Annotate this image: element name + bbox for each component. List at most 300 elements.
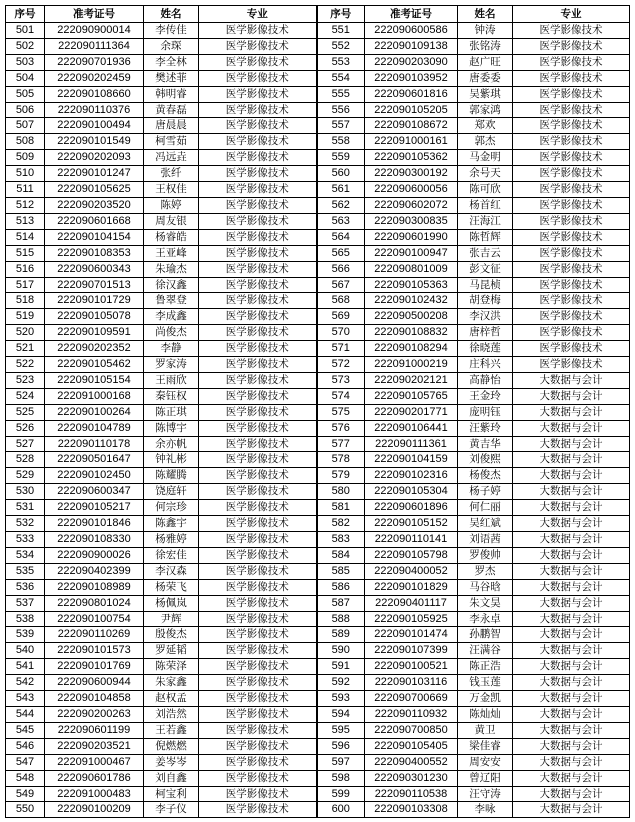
seq-cell: 572 <box>317 357 365 373</box>
seq-cell: 555 <box>317 86 365 102</box>
exam-id-cell: 222090201771 <box>365 404 458 420</box>
name-cell: 余琛 <box>144 38 199 54</box>
major-cell: 大数据与会计 <box>513 532 630 548</box>
major-cell: 医学影像技术 <box>199 738 317 754</box>
seq-cell: 571 <box>317 341 365 357</box>
exam-id-cell: 222090200263 <box>45 706 144 722</box>
seq-cell: 545 <box>6 722 45 738</box>
exam-id-cell: 222090108832 <box>365 325 458 341</box>
major-cell: 医学影像技术 <box>199 468 317 484</box>
major-cell: 大数据与会计 <box>513 659 630 675</box>
name-cell: 倪燃燃 <box>144 738 199 754</box>
major-cell: 医学影像技术 <box>199 579 317 595</box>
seq-cell: 538 <box>6 611 45 627</box>
header-row <box>6 6 630 23</box>
table-row <box>6 213 630 229</box>
major-cell: 医学影像技术 <box>199 277 317 293</box>
major-cell: 大数据与会计 <box>513 706 630 722</box>
table-row <box>6 404 630 420</box>
exam-id-cell: 222091000483 <box>45 786 144 802</box>
table-row <box>6 532 630 548</box>
major-cell: 医学影像技术 <box>199 261 317 277</box>
name-cell: 黄春磊 <box>144 102 199 118</box>
seq-cell: 543 <box>6 691 45 707</box>
exam-id-cell: 222090202121 <box>365 372 458 388</box>
exam-id-cell: 222090105625 <box>45 182 144 198</box>
table-row <box>6 452 630 468</box>
seq-cell: 541 <box>6 659 45 675</box>
exam-id-cell: 222090110269 <box>45 627 144 643</box>
seq-cell: 596 <box>317 738 365 754</box>
seq-cell: 519 <box>6 309 45 325</box>
seq-cell: 501 <box>6 23 45 39</box>
exam-id-cell: 222090801009 <box>365 261 458 277</box>
major-cell: 大数据与会计 <box>513 691 630 707</box>
seq-cell: 517 <box>6 277 45 293</box>
major-cell: 医学影像技术 <box>199 786 317 802</box>
major-cell: 医学影像技术 <box>199 500 317 516</box>
exam-id-cell: 222090203090 <box>365 54 458 70</box>
name-cell: 马谷晗 <box>458 579 513 595</box>
name-cell: 王若鑫 <box>144 722 199 738</box>
major-cell: 医学影像技术 <box>513 245 630 261</box>
exam-id-cell: 222090105078 <box>45 309 144 325</box>
exam-id-cell: 222090104159 <box>365 452 458 468</box>
name-cell: 郭家鸿 <box>458 102 513 118</box>
major-cell: 医学影像技术 <box>199 706 317 722</box>
seq-cell: 551 <box>317 23 365 39</box>
table-row <box>6 595 630 611</box>
major-cell: 医学影像技术 <box>513 166 630 182</box>
name-cell: 曾辽阳 <box>458 770 513 786</box>
major-cell: 医学影像技术 <box>199 213 317 229</box>
table-row <box>6 182 630 198</box>
table-row <box>6 388 630 404</box>
exam-id-cell: 222090602072 <box>365 197 458 213</box>
major-cell: 医学影像技术 <box>199 484 317 500</box>
seq-cell: 570 <box>317 325 365 341</box>
seq-cell: 574 <box>317 388 365 404</box>
exam-id-cell: 222090105154 <box>45 372 144 388</box>
name-cell: 梁佳睿 <box>458 738 513 754</box>
major-cell: 医学影像技术 <box>199 722 317 738</box>
major-cell: 医学影像技术 <box>513 293 630 309</box>
name-cell: 陈可欣 <box>458 182 513 198</box>
header-exam-id: 准考证号 <box>365 6 458 23</box>
major-cell: 医学影像技术 <box>199 691 317 707</box>
exam-id-cell: 222090105217 <box>45 500 144 516</box>
name-cell: 庄科兴 <box>458 357 513 373</box>
exam-id-cell: 222090106441 <box>365 420 458 436</box>
major-cell: 医学影像技术 <box>199 388 317 404</box>
name-cell: 陈哲辉 <box>458 229 513 245</box>
major-cell: 医学影像技术 <box>199 245 317 261</box>
name-cell: 吴紫琪 <box>458 86 513 102</box>
table-row <box>6 229 630 245</box>
major-cell: 医学影像技术 <box>199 54 317 70</box>
exam-id-cell: 222090109591 <box>45 325 144 341</box>
seq-cell: 502 <box>6 38 45 54</box>
name-cell: 刘俊熙 <box>458 452 513 468</box>
exam-id-cell: 222090701513 <box>45 277 144 293</box>
table-row <box>6 23 630 39</box>
name-cell: 杨俊杰 <box>458 468 513 484</box>
major-cell: 医学影像技术 <box>199 341 317 357</box>
exam-id-cell: 222090104858 <box>45 691 144 707</box>
name-cell: 李传佳 <box>144 23 199 39</box>
major-cell: 医学影像技术 <box>199 182 317 198</box>
name-cell: 杨荣飞 <box>144 579 199 595</box>
exam-id-cell: 222090111361 <box>365 436 458 452</box>
seq-cell: 515 <box>6 245 45 261</box>
major-cell: 医学影像技术 <box>513 150 630 166</box>
name-cell: 罗家涛 <box>144 357 199 373</box>
major-cell: 医学影像技术 <box>199 595 317 611</box>
name-cell: 张吉云 <box>458 245 513 261</box>
major-cell: 医学影像技术 <box>199 166 317 182</box>
major-cell: 医学影像技术 <box>199 70 317 86</box>
seq-cell: 557 <box>317 118 365 134</box>
seq-cell: 505 <box>6 86 45 102</box>
seq-cell: 520 <box>6 325 45 341</box>
seq-cell: 509 <box>6 150 45 166</box>
seq-cell: 512 <box>6 197 45 213</box>
major-cell: 医学影像技术 <box>199 754 317 770</box>
table-row <box>6 309 630 325</box>
name-cell: 刘自鑫 <box>144 770 199 786</box>
table-row <box>6 134 630 150</box>
name-cell: 李咏 <box>458 802 513 818</box>
name-cell: 徐晓莲 <box>458 341 513 357</box>
seq-cell: 547 <box>6 754 45 770</box>
name-cell: 赵广旺 <box>458 54 513 70</box>
major-cell: 大数据与会计 <box>513 468 630 484</box>
exam-id-cell: 222090105925 <box>365 611 458 627</box>
seq-cell: 530 <box>6 484 45 500</box>
major-cell: 医学影像技术 <box>513 86 630 102</box>
header-seq: 序号 <box>6 6 45 23</box>
exam-id-cell: 222090501647 <box>45 452 144 468</box>
name-cell: 李永卓 <box>458 611 513 627</box>
name-cell: 樊述菲 <box>144 70 199 86</box>
major-cell: 医学影像技术 <box>513 357 630 373</box>
major-cell: 大数据与会计 <box>513 722 630 738</box>
major-cell: 医学影像技术 <box>513 23 630 39</box>
name-cell: 姜岑岑 <box>144 754 199 770</box>
name-cell: 朱家鑫 <box>144 675 199 691</box>
name-cell: 钟涛 <box>458 23 513 39</box>
table-row <box>6 802 630 818</box>
seq-cell: 591 <box>317 659 365 675</box>
table-row <box>6 675 630 691</box>
exam-id-cell: 222091000219 <box>365 357 458 373</box>
seq-cell: 527 <box>6 436 45 452</box>
table-row <box>6 547 630 563</box>
header-name: 姓名 <box>144 6 199 23</box>
seq-cell: 507 <box>6 118 45 134</box>
seq-cell: 590 <box>317 643 365 659</box>
seq-cell: 586 <box>317 579 365 595</box>
name-cell: 李汉洪 <box>458 309 513 325</box>
table-row <box>6 516 630 532</box>
seq-cell: 562 <box>317 197 365 213</box>
name-cell: 黄吉华 <box>458 436 513 452</box>
seq-cell: 566 <box>317 261 365 277</box>
seq-cell: 588 <box>317 611 365 627</box>
exam-id-cell: 222091000168 <box>45 388 144 404</box>
major-cell: 大数据与会计 <box>513 754 630 770</box>
major-cell: 大数据与会计 <box>513 436 630 452</box>
name-cell: 朱瑜杰 <box>144 261 199 277</box>
seq-cell: 563 <box>317 213 365 229</box>
name-cell: 庞明钰 <box>458 404 513 420</box>
exam-id-cell: 222090105765 <box>365 388 458 404</box>
exam-id-cell: 222090601990 <box>365 229 458 245</box>
exam-id-cell: 222090108660 <box>45 86 144 102</box>
seq-cell: 600 <box>317 802 365 818</box>
exam-id-cell: 222090104154 <box>45 229 144 245</box>
seq-cell: 581 <box>317 500 365 516</box>
table-row <box>6 341 630 357</box>
major-cell: 医学影像技术 <box>199 420 317 436</box>
seq-cell: 522 <box>6 357 45 373</box>
seq-cell: 513 <box>6 213 45 229</box>
seq-cell: 593 <box>317 691 365 707</box>
seq-cell: 582 <box>317 516 365 532</box>
major-cell: 医学影像技术 <box>199 293 317 309</box>
major-cell: 大数据与会计 <box>513 611 630 627</box>
major-cell: 医学影像技术 <box>513 182 630 198</box>
exam-id-cell: 222090401117 <box>365 595 458 611</box>
exam-id-cell: 222090600343 <box>45 261 144 277</box>
major-cell: 医学影像技术 <box>199 309 317 325</box>
exam-id-cell: 222090300835 <box>365 213 458 229</box>
exam-id-cell: 222090105362 <box>365 150 458 166</box>
table-row <box>6 293 630 309</box>
name-cell: 陈耀腾 <box>144 468 199 484</box>
seq-cell: 531 <box>6 500 45 516</box>
seq-cell: 597 <box>317 754 365 770</box>
table-row <box>6 468 630 484</box>
major-cell: 医学影像技术 <box>513 309 630 325</box>
name-cell: 钱玉莲 <box>458 675 513 691</box>
exam-id-cell: 222090111364 <box>45 38 144 54</box>
major-cell: 大数据与会计 <box>513 452 630 468</box>
exam-id-cell: 222090100264 <box>45 404 144 420</box>
exam-id-cell: 222090400052 <box>365 563 458 579</box>
name-cell: 罗延韬 <box>144 643 199 659</box>
name-cell: 唐梓哲 <box>458 325 513 341</box>
exam-id-cell: 222090400552 <box>365 754 458 770</box>
exam-id-cell: 222090104789 <box>45 420 144 436</box>
exam-id-cell: 222090402399 <box>45 563 144 579</box>
seq-cell: 556 <box>317 102 365 118</box>
major-cell: 医学影像技术 <box>199 197 317 213</box>
name-cell: 陈婷 <box>144 197 199 213</box>
exam-id-cell: 222090600586 <box>365 23 458 39</box>
name-cell: 彭文征 <box>458 261 513 277</box>
name-cell: 朱文昊 <box>458 595 513 611</box>
major-cell: 医学影像技术 <box>199 134 317 150</box>
seq-cell: 558 <box>317 134 365 150</box>
exam-id-cell: 222090103952 <box>365 70 458 86</box>
seq-cell: 533 <box>6 532 45 548</box>
exam-id-cell: 222090110538 <box>365 786 458 802</box>
exam-id-cell: 222090701936 <box>45 54 144 70</box>
name-cell: 王雨欣 <box>144 372 199 388</box>
name-cell: 汪海江 <box>458 213 513 229</box>
major-cell: 大数据与会计 <box>513 643 630 659</box>
name-cell: 余亦帆 <box>144 436 199 452</box>
name-cell: 王权佳 <box>144 182 199 198</box>
major-cell: 大数据与会计 <box>513 627 630 643</box>
exam-id-cell: 222090110376 <box>45 102 144 118</box>
name-cell: 周友银 <box>144 213 199 229</box>
table-row <box>6 579 630 595</box>
major-cell: 医学影像技术 <box>199 86 317 102</box>
seq-cell: 528 <box>6 452 45 468</box>
seq-cell: 535 <box>6 563 45 579</box>
table-row <box>6 500 630 516</box>
seq-cell: 544 <box>6 706 45 722</box>
table-row <box>6 770 630 786</box>
name-cell: 马金明 <box>458 150 513 166</box>
exam-roster-table <box>5 5 630 818</box>
name-cell: 秦钰权 <box>144 388 199 404</box>
major-cell: 医学影像技术 <box>513 38 630 54</box>
name-cell: 殷俊杰 <box>144 627 199 643</box>
major-cell: 医学影像技术 <box>513 213 630 229</box>
table-row <box>6 38 630 54</box>
seq-cell: 518 <box>6 293 45 309</box>
major-cell: 医学影像技术 <box>513 54 630 70</box>
name-cell: 徐汉鑫 <box>144 277 199 293</box>
table-row <box>6 563 630 579</box>
table-row <box>6 436 630 452</box>
table-row <box>6 643 630 659</box>
table-row <box>6 659 630 675</box>
name-cell: 孙鹏智 <box>458 627 513 643</box>
exam-id-cell: 222090900026 <box>45 547 144 563</box>
table-row <box>6 706 630 722</box>
seq-cell: 508 <box>6 134 45 150</box>
name-cell: 李全林 <box>144 54 199 70</box>
exam-id-cell: 222090102316 <box>365 468 458 484</box>
seq-cell: 567 <box>317 277 365 293</box>
seq-cell: 594 <box>317 706 365 722</box>
seq-cell: 592 <box>317 675 365 691</box>
exam-id-cell: 222090601786 <box>45 770 144 786</box>
seq-cell: 516 <box>6 261 45 277</box>
major-cell: 医学影像技术 <box>513 229 630 245</box>
name-cell: 张纤 <box>144 166 199 182</box>
major-cell: 大数据与会计 <box>513 738 630 754</box>
name-cell: 杨首红 <box>458 197 513 213</box>
exam-id-cell: 222090202352 <box>45 341 144 357</box>
major-cell: 医学影像技术 <box>199 532 317 548</box>
major-cell: 大数据与会计 <box>513 675 630 691</box>
exam-id-cell: 222090101573 <box>45 643 144 659</box>
major-cell: 大数据与会计 <box>513 802 630 818</box>
name-cell: 杨佩岚 <box>144 595 199 611</box>
name-cell: 柯宝利 <box>144 786 199 802</box>
major-cell: 大数据与会计 <box>513 484 630 500</box>
major-cell: 医学影像技术 <box>199 611 317 627</box>
exam-id-cell: 222090101474 <box>365 627 458 643</box>
table-row <box>6 197 630 213</box>
major-cell: 医学影像技术 <box>513 102 630 118</box>
seq-cell: 573 <box>317 372 365 388</box>
exam-id-cell: 222090105363 <box>365 277 458 293</box>
exam-id-cell: 222090108353 <box>45 245 144 261</box>
seq-cell: 534 <box>6 547 45 563</box>
name-cell: 汪满谷 <box>458 643 513 659</box>
exam-id-cell: 222090110178 <box>45 436 144 452</box>
seq-cell: 559 <box>317 150 365 166</box>
major-cell: 医学影像技术 <box>513 277 630 293</box>
name-cell: 王亚峰 <box>144 245 199 261</box>
exam-id-cell: 222090107399 <box>365 643 458 659</box>
major-cell: 大数据与会计 <box>513 579 630 595</box>
seq-cell: 568 <box>317 293 365 309</box>
name-cell: 杨子婷 <box>458 484 513 500</box>
exam-id-cell: 222090100209 <box>45 802 144 818</box>
seq-cell: 549 <box>6 786 45 802</box>
name-cell: 杨睿皓 <box>144 229 199 245</box>
table-row <box>6 166 630 182</box>
seq-cell: 526 <box>6 420 45 436</box>
name-cell: 杨雅婷 <box>144 532 199 548</box>
exam-id-cell: 222090108330 <box>45 532 144 548</box>
major-cell: 医学影像技术 <box>199 547 317 563</box>
major-cell: 大数据与会计 <box>513 563 630 579</box>
name-cell: 马昆桢 <box>458 277 513 293</box>
exam-id-cell: 222090103116 <box>365 675 458 691</box>
seq-cell: 584 <box>317 547 365 563</box>
major-cell: 大数据与会计 <box>513 547 630 563</box>
table-row <box>6 150 630 166</box>
seq-cell: 553 <box>317 54 365 70</box>
seq-cell: 537 <box>6 595 45 611</box>
table-row <box>6 70 630 86</box>
exam-id-cell: 222090101846 <box>45 516 144 532</box>
name-cell: 徐宏佳 <box>144 547 199 563</box>
seq-cell: 554 <box>317 70 365 86</box>
table-row <box>6 357 630 373</box>
name-cell: 陈正琪 <box>144 404 199 420</box>
exam-id-cell: 222090110141 <box>365 532 458 548</box>
major-cell: 医学影像技术 <box>199 102 317 118</box>
name-cell: 张铭涛 <box>458 38 513 54</box>
exam-id-cell: 222091000467 <box>45 754 144 770</box>
name-cell: 陈荣泽 <box>144 659 199 675</box>
name-cell: 罗俊帅 <box>458 547 513 563</box>
table-row <box>6 484 630 500</box>
table-row <box>6 627 630 643</box>
table-row <box>6 691 630 707</box>
name-cell: 刘浩然 <box>144 706 199 722</box>
seq-cell: 579 <box>317 468 365 484</box>
seq-cell: 569 <box>317 309 365 325</box>
name-cell: 李成鑫 <box>144 309 199 325</box>
exam-id-cell: 222090601199 <box>45 722 144 738</box>
seq-cell: 578 <box>317 452 365 468</box>
seq-cell: 521 <box>6 341 45 357</box>
table-row <box>6 325 630 341</box>
name-cell: 郑欢 <box>458 118 513 134</box>
exam-id-cell: 222090105798 <box>365 547 458 563</box>
exam-id-cell: 222090105152 <box>365 516 458 532</box>
